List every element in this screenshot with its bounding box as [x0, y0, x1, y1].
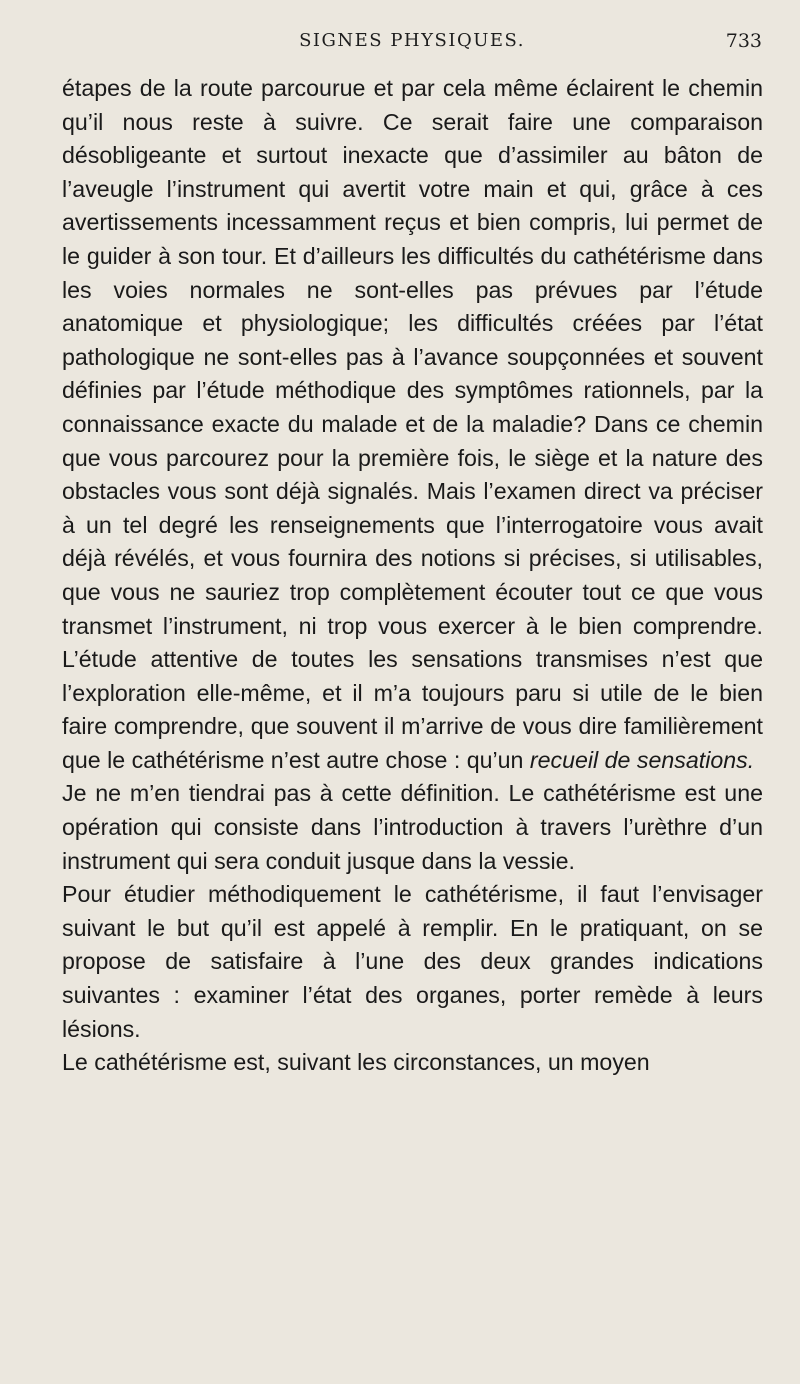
running-title: SIGNES PHYSIQUES.: [299, 30, 525, 51]
paragraph-2: Je ne m’en tiendrai pas à cette définition. Le cathétérisme est une opération qui consiste dans l’introduction à travers l’urèthre d’un instrument qui sera conduit jusque dans la vessie.: [62, 780, 763, 874]
paragraph-4: Le cathétérisme est, suivant les circonstances, un moyen: [62, 1049, 650, 1076]
paragraph-3: Pour étudier méthodiquement le cathétérisme, il faut l’envisager suivant le but qu’il est appelé à remplir. En le pratiquant, on se propose de satisfaire à l’une des deux grandes indications suivantes : examiner l’état des organes, porter remède à leurs lésions.: [62, 881, 763, 1042]
paragraph-1-text: étapes de la route parcourue et par cela même éclairent le chemin qu’il nous reste à suivre. Ce serait faire une comparaison désobligeante et surtout inexacte que d’assimiler au bâton de l’aveugle l’instrument qui avertit votre main et qui, grâce à ces avertissements incessamment reçus et bien compris, lui permet de le guider à son tour. Et d’ailleurs les difficultés du cathétérisme dans les voies normales ne sont-elles pas prévues par l’étude anatomique et physiologique; les difficultés créées par l’état pathologique ne sont-elles pas à l’avance soupçonnées et souvent définies par l’étude méthodique des symptômes rationnels, par la connaissance exacte du malade et de la maladie? Dans ce chemin que vous parcourez pour la première fois, le siège et la nature des obstacles vous sont déjà signalés. Mais l’examen direct va préciser à un tel degré les renseignements que l’interrogatoire vous avait déjà révélés, et vous fournira des notions si précises, si utilisables, que vous ne sauriez trop complètement écouter tout ce que vous transmet l’instrument, ni trop vous exercer à le bien comprendre. L’étude attentive de toutes les sensations transmises n’est que l’exploration elle-même, et il m’a toujours paru si utile de le bien faire comprendre, que souvent il m’arrive de vous dire familièrement que le cathétérisme n’est autre chose : qu’un: [62, 75, 763, 773]
page-number: 733: [725, 30, 762, 52]
paragraph-1: [62, 72, 763, 777]
italic-phrase: recueil de sensations.: [529, 746, 755, 773]
page-header: [62, 30, 762, 60]
body-text: [62, 72, 763, 1080]
